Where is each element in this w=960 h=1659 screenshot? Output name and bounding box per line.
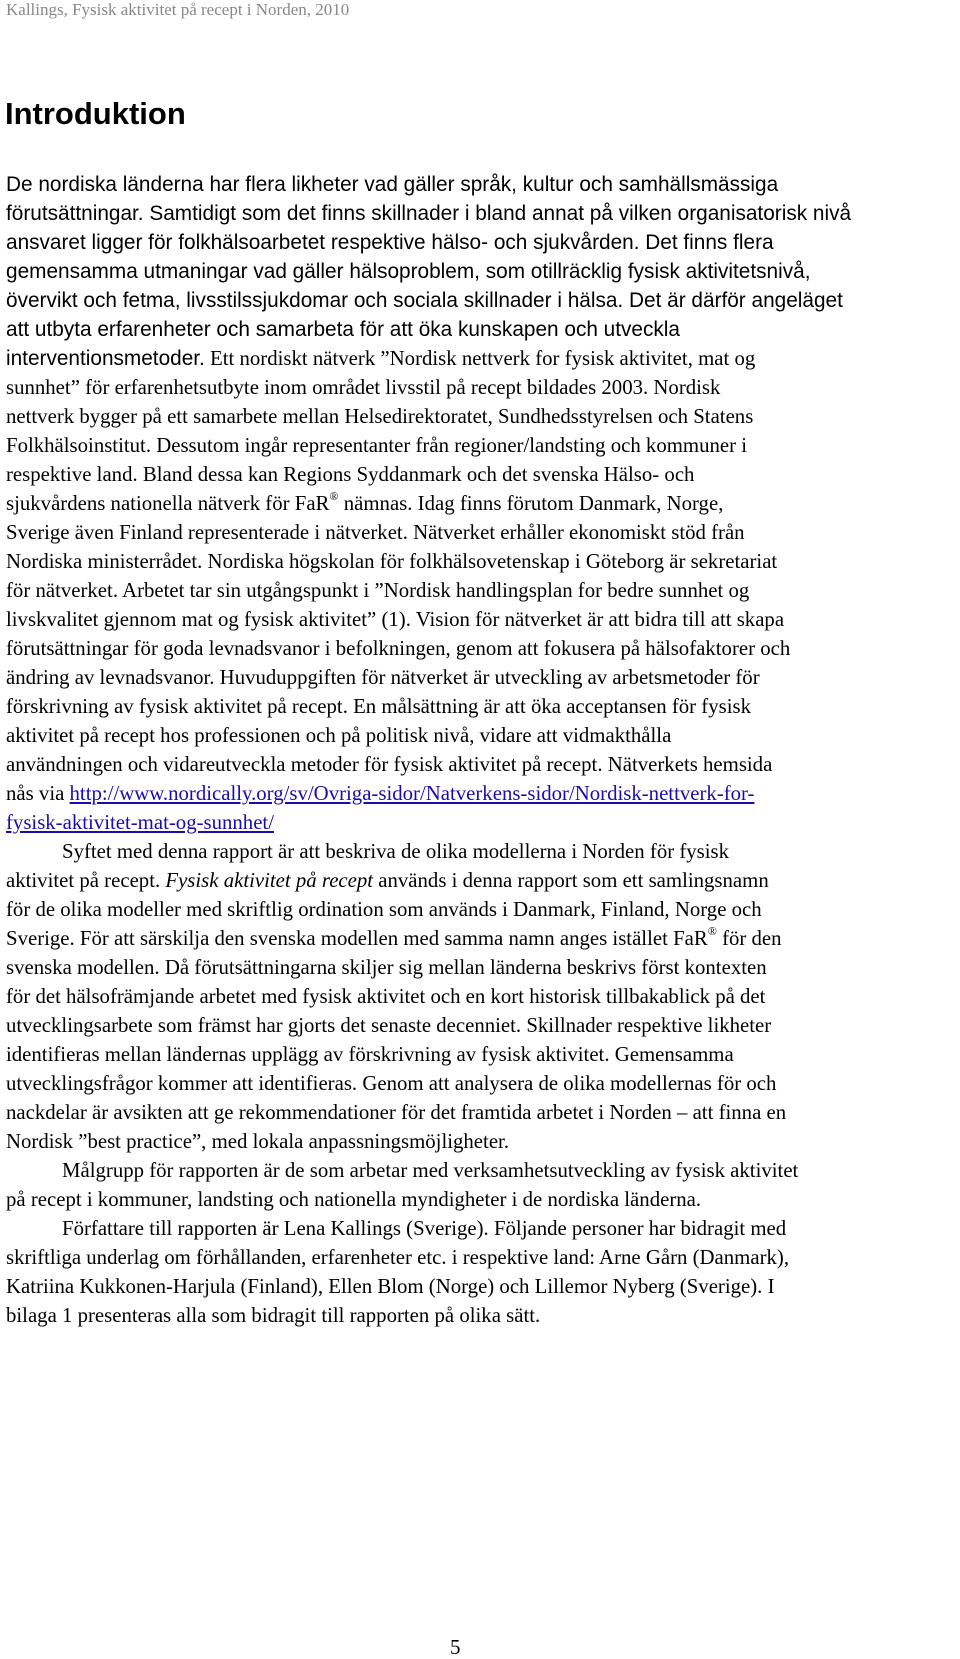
text-line: sunnhet” för erfarenhetsutbyte inom området livsstil på recept bildades 2003. Nordisk (6, 376, 721, 399)
paragraph-3 (6, 1156, 960, 1214)
running-header: Kallings, Fysisk aktivitet på recept i Norden, 2010 (6, 0, 350, 19)
text-line: gemensamma utmaningar vad gäller hälsoproblem, som otillräcklig fysisk aktivitetsnivå, (6, 260, 811, 283)
text-line: Folkhälsoinstitut. Dessutom ingår representanter från regioner/landsting och kommuner i (6, 434, 748, 457)
italic-term: Fysisk aktivitet på recept (165, 869, 374, 892)
text-run: Det är därför angeläget (623, 289, 843, 312)
text-line (6, 228, 960, 257)
text-line: utvecklingsarbete som främst har gjorts det senaste decenniet. Skillnader respektive likheter (6, 1014, 772, 1037)
text-line: respektive land. Bland dessa kan Regions Syddanmark och det svenska Hälso- och (6, 463, 695, 486)
text-line (6, 286, 960, 315)
paragraph-1 (6, 170, 960, 837)
text-line: Syftet med denna rapport är att beskriva de olika modellerna i Norden för fysisk (62, 840, 730, 863)
text-run: nämnas. Idag finns förutom Danmark, Norge, (338, 492, 724, 515)
text-line: Katriina Kukkonen-Harjula (Finland), Ellen Blom (Norge) och Lillemor Nyberg (Sverige). I (6, 1275, 775, 1298)
network-website-link[interactable]: http://www.nordically.org/sv/Ovriga-sidor/Natverkens-sidor/Nordisk-nettverk-for- (69, 782, 755, 805)
text-line: för nätverket. Arbetet tar sin utgångspunkt i ”Nordisk handlingsplan for bedre sunnhet og (6, 579, 750, 602)
text-line: De nordiska länderna har flera likheter vad gäller språk, kultur och samhällsmässiga (6, 173, 779, 196)
text-line: utvecklingsfrågor kommer att identifieras. Genom att analysera de olika modellernas för och (6, 1072, 777, 1095)
text-line (6, 344, 960, 373)
text-line: förutsättningar. Samtidigt som det finns skillnader i bland annat på vilken organisatorisk nivå (6, 202, 852, 225)
section-title: Introduktion (5, 96, 186, 131)
text-line: Sverige även Finland representerade i nätverket. Nätverket erhåller ekonomiskt stöd från (6, 521, 745, 544)
text-line: svenska modellen. Då förutsättningarna skiljer sig mellan länderna beskrivs först kontexten (6, 956, 767, 979)
text-line: att utbyta erfarenheter och samarbeta för att öka kunskapen och utveckla (6, 318, 680, 341)
network-website-link-continued[interactable]: fysisk-aktivitet-mat-og-sunnhet/ (6, 811, 274, 834)
text-run: används i denna rapport som ett samlingsnamn (373, 869, 769, 892)
text-line (6, 808, 960, 837)
text-line: bilaga 1 presenteras alla som bidragit till rapporten på olika sätt. (6, 1304, 541, 1327)
text-run: sjukvårdens nationella nätverk för FaR (6, 492, 330, 515)
text-line: på recept i kommuner, landsting och nationella myndigheter i de nordiska länderna. (6, 1188, 702, 1211)
text-run: interventionsmetoder. (6, 347, 205, 370)
text-line: förskrivning av fysisk aktivitet på recept. En målsättning är att öka acceptansen för fysisk (6, 695, 751, 718)
text-line: nackdelar är avsikten att ge rekommendationer för det framtida arbetet i Norden – att finna en (6, 1101, 787, 1124)
body-text (6, 170, 960, 1330)
text-line: aktivitet på recept hos professionen och på politisk nivå, vidare att vidmakthålla (6, 724, 672, 747)
text-line (6, 779, 960, 808)
text-run: aktivitet på recept. (6, 869, 166, 892)
text-line: förutsättningar för goda levnadsvanor i befolkningen, genom att fokusera på hälsofaktorer och (6, 637, 791, 660)
text-run: ansvaret ligger för folkhälsoarbetet respektive hälso- och sjukvården. (6, 231, 640, 254)
text-run: Det finns flera (639, 231, 774, 254)
text-line: för det hälsofrämjande arbetet med fysisk aktivitet och en kort historisk tillbakablick på det (6, 985, 766, 1008)
text-line: ändring av levnadsvanor. Huvuduppgiften för nätverket är utveckling av arbetsmetoder för (6, 666, 760, 689)
text-run: nås via (6, 782, 70, 805)
text-run: övervikt och fetma, livsstilssjukdomar och sociala skillnader i hälsa. (6, 289, 624, 312)
text-line (6, 489, 960, 518)
text-line (6, 866, 960, 895)
text-line: Nordiska ministerrådet. Nordiska högskolan för folkhälsovetenskap i Göteborg är sekretariat (6, 550, 778, 573)
text-run: Ett nordiskt nätverk ”Nordisk nettverk for fysisk aktivitet, mat og (204, 347, 756, 370)
registered-mark: ® (329, 489, 339, 503)
text-line: skriftliga underlag om förhållanden, erfarenheter etc. i respektive land: Arne Gårn (Danmark), (6, 1246, 790, 1269)
text-line: Författare till rapporten är Lena Kallings (Sverige). Följande personer har bidragit med (62, 1217, 787, 1240)
text-run: för den (716, 927, 782, 950)
text-line: Målgrupp för rapporten är de som arbetar med verksamhetsutveckling av fysisk aktivitet (62, 1159, 799, 1182)
page-number: 5 (450, 1635, 461, 1659)
text-line: identifieras mellan ländernas upplägg av förskrivning av fysisk aktivitet. Gemensamma (6, 1043, 734, 1066)
paragraph-2 (6, 837, 960, 1156)
text-run: Sverige. För att särskilja den svenska modellen med samma namn anges istället FaR (6, 927, 708, 950)
registered-mark: ® (707, 924, 717, 938)
text-line: nettverk bygger på ett samarbete mellan Helsedirektoratet, Sundhedsstyrelsen och Statens (6, 405, 754, 428)
text-line: Nordisk ”best practice”, med lokala anpassningsmöjligheter. (6, 1130, 510, 1153)
text-line: för de olika modeller med skriftlig ordination som används i Danmark, Finland, Norge och (6, 898, 762, 921)
text-line: livskvalitet gjennom mat og fysisk aktivitet” (1). Vision för nätverket är att bidra till att skapa (6, 608, 785, 631)
text-line (6, 924, 960, 953)
text-line: användningen och vidareutveckla metoder för fysisk aktivitet på recept. Nätverkets hemsida (6, 753, 773, 776)
paragraph-4 (6, 1214, 960, 1330)
